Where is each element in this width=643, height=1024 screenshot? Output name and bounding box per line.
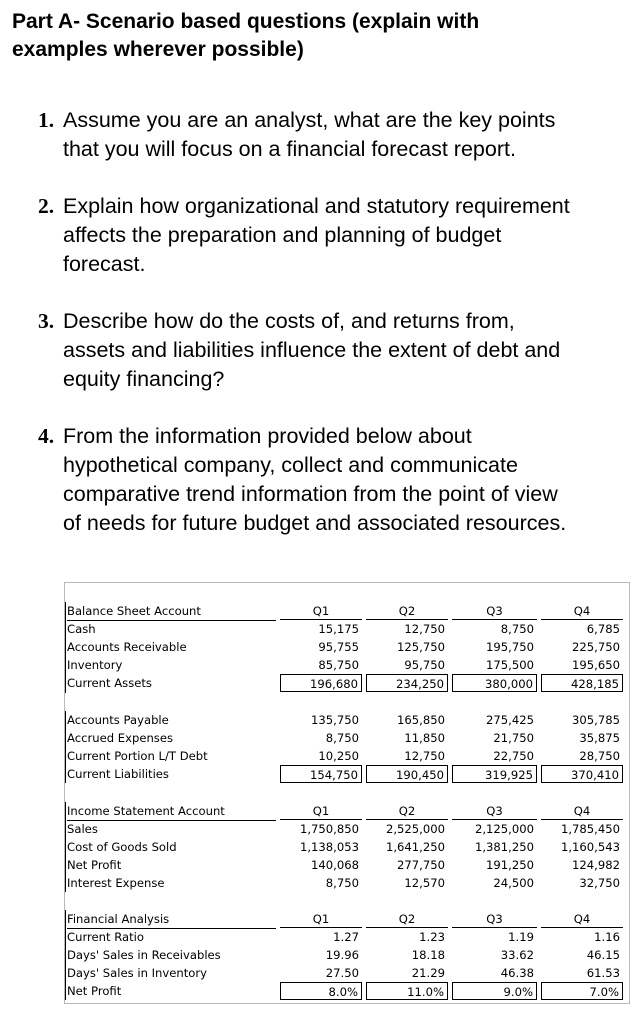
- question-number: 4.: [38, 424, 55, 448]
- question-line: equity financing?: [63, 367, 225, 391]
- question-number: 3.: [38, 309, 55, 333]
- table-row: [65, 856, 629, 874]
- table-header-cell: Q1: [280, 910, 362, 928]
- table-cell: 46.38: [500, 966, 534, 980]
- table-cell: 15,175: [318, 622, 359, 636]
- table-cell: 370,410: [541, 765, 623, 783]
- table-cell: 8.0%: [280, 982, 362, 1000]
- question-line: Explain how organizational and statutory requirement: [63, 194, 570, 218]
- table-cell: 1,160,543: [560, 840, 620, 854]
- table-cell: 1,641,250: [385, 840, 445, 854]
- table-grid-line: [65, 602, 66, 693]
- table-cell: 19.96: [325, 948, 359, 962]
- question-line: forecast.: [63, 252, 146, 276]
- question-line: hypothetical company, collect and communicate: [63, 453, 518, 477]
- table-cell: 10,250: [318, 749, 359, 763]
- question-4: [38, 422, 643, 538]
- table-cell: 319,925: [452, 765, 537, 783]
- table-cell: 46.15: [586, 948, 620, 962]
- question-line: assets and liabilities influence the extent of debt and: [63, 338, 561, 362]
- question-line: Assume you are an analyst, what are the key points: [63, 108, 556, 132]
- table-cell: 22,750: [493, 749, 534, 763]
- table-cell: 1,785,450: [560, 822, 620, 836]
- table-cell: 95,755: [318, 640, 359, 654]
- table-header-cell: Q3: [452, 910, 537, 928]
- table-cell: 21.29: [411, 966, 445, 980]
- question-line: affects the preparation and planning of budget: [63, 223, 502, 247]
- table-cell: 18.18: [411, 948, 445, 962]
- table-cell: 35,875: [579, 731, 620, 745]
- row-label: Days' Sales in Inventory: [67, 966, 207, 980]
- row-label: Accounts Payable: [67, 713, 169, 727]
- row-label: Net Profit: [67, 858, 122, 872]
- table-cell: 1,138,053: [299, 840, 359, 854]
- financial-analysis-header-row: [65, 910, 629, 928]
- question-line: that you will focus on a financial forecast report.: [63, 137, 516, 161]
- section-heading: [12, 8, 632, 64]
- table-header-label: Income Statement Account: [67, 802, 276, 821]
- table-cell: 33.62: [500, 948, 534, 962]
- table-cell: 1.19: [508, 930, 534, 944]
- table-cell: 225,750: [572, 640, 620, 654]
- table-cell: 9.0%: [452, 982, 537, 1000]
- table-row: [65, 964, 629, 982]
- table-grid-line: [65, 910, 66, 1000]
- table-row: [65, 928, 629, 946]
- row-label: Days' Sales in Receivables: [67, 948, 221, 962]
- table-cell: 1.27: [333, 930, 359, 944]
- table-row: [65, 729, 629, 747]
- table-header-cell: Q4: [541, 602, 623, 620]
- question-2: [38, 192, 643, 279]
- table-cell: 7.0%: [541, 982, 623, 1000]
- table-row: [65, 638, 629, 656]
- table-cell: 11,850: [404, 731, 445, 745]
- table-header-cell: Q2: [366, 602, 448, 620]
- table-cell: 21,750: [493, 731, 534, 745]
- table-cell: 165,850: [397, 713, 445, 727]
- question-number: 2.: [38, 194, 55, 218]
- table-cell: 12,750: [404, 749, 445, 763]
- question-1: [38, 106, 643, 164]
- table-cell: 85,750: [318, 658, 359, 672]
- table-cell: 2,125,000: [474, 822, 534, 836]
- table-grid-line: [65, 711, 66, 783]
- balance-sheet-header-row: [65, 602, 629, 620]
- table-cell: 140,068: [311, 858, 359, 872]
- table-cell: 1,750,850: [299, 822, 359, 836]
- row-label: Cost of Goods Sold: [67, 840, 177, 854]
- table-cell: 154,750: [280, 765, 362, 783]
- table-total-row: [65, 674, 629, 692]
- table-cell: 275,425: [486, 713, 534, 727]
- row-label: Net Profit: [67, 984, 122, 998]
- question-line: of needs for future budget and associated resources.: [63, 511, 567, 535]
- table-cell: 12,750: [404, 622, 445, 636]
- question-line: Describe how do the costs of, and returns from,: [63, 309, 515, 333]
- question-3: [38, 307, 643, 394]
- table-cell: 175,500: [486, 658, 534, 672]
- row-label: Sales: [67, 822, 98, 836]
- table-cell: 1.23: [419, 930, 445, 944]
- table-row: [65, 946, 629, 964]
- table-cell: 380,000: [452, 674, 537, 692]
- table-cell: 195,650: [572, 658, 620, 672]
- table-cell: 24,500: [493, 876, 534, 890]
- table-cell: 12,570: [404, 876, 445, 890]
- heading-line-2: examples wherever possible): [12, 38, 304, 61]
- income-statement-header-row: [65, 802, 629, 820]
- row-label: Inventory: [67, 658, 123, 672]
- table-cell: 32,750: [579, 876, 620, 890]
- question-line: comparative trend information from the point of view: [63, 482, 558, 506]
- table-header-cell: Q2: [366, 802, 448, 820]
- table-total-row: [65, 982, 629, 1000]
- row-label: Current Ratio: [67, 930, 144, 944]
- row-label: Current Assets: [67, 676, 152, 690]
- table-header-label: Balance Sheet Account: [67, 602, 276, 621]
- table-row: [65, 620, 629, 638]
- table-cell: 277,750: [397, 858, 445, 872]
- row-label: Accounts Receivable: [67, 640, 187, 654]
- table-cell: 135,750: [311, 713, 359, 727]
- question-number: 1.: [38, 108, 55, 132]
- table-cell: 95,750: [404, 658, 445, 672]
- table-cell: 191,250: [486, 858, 534, 872]
- table-header-cell: Q1: [280, 602, 362, 620]
- table-row: [65, 838, 629, 856]
- table-row: [65, 656, 629, 674]
- table-cell: 190,450: [366, 765, 448, 783]
- table-cell: 8,750: [325, 876, 359, 890]
- table-cell: 234,250: [366, 674, 448, 692]
- table-cell: 27.50: [325, 966, 359, 980]
- table-cell: 11.0%: [366, 982, 448, 1000]
- table-cell: 195,750: [486, 640, 534, 654]
- table-cell: 196,680: [280, 674, 362, 692]
- table-cell: 8,750: [500, 622, 534, 636]
- table-header-cell: Q3: [452, 602, 537, 620]
- table-header-cell: Q1: [280, 802, 362, 820]
- table-cell: 428,185: [541, 674, 623, 692]
- table-cell: 125,750: [397, 640, 445, 654]
- table-cell: 1,381,250: [474, 840, 534, 854]
- heading-line-1: Part A- Scenario based questions (explain with: [12, 10, 480, 33]
- table-header-label: Financial Analysis: [67, 910, 276, 929]
- table-cell: 1.16: [594, 930, 620, 944]
- row-label: Current Portion L/T Debt: [67, 749, 208, 763]
- table-grid-line: [65, 802, 66, 892]
- table-total-row: [65, 765, 629, 783]
- table-cell: 6,785: [586, 622, 620, 636]
- table-header-cell: Q2: [366, 910, 448, 928]
- table-cell: 305,785: [572, 713, 620, 727]
- table-row: [65, 820, 629, 838]
- table-cell: 124,982: [572, 858, 620, 872]
- table-header-cell: Q4: [541, 802, 623, 820]
- table-row: [65, 874, 629, 892]
- row-label: Interest Expense: [67, 876, 165, 890]
- table-row: [65, 747, 629, 765]
- table-cell: 28,750: [579, 749, 620, 763]
- row-label: Accrued Expenses: [67, 731, 174, 745]
- table-header-cell: Q3: [452, 802, 537, 820]
- table-header-cell: Q4: [541, 910, 623, 928]
- table-cell: 61.53: [586, 966, 620, 980]
- table-row: [65, 711, 629, 729]
- table-cell: 2,525,000: [385, 822, 445, 836]
- financial-data-table: [64, 582, 630, 1004]
- table-cell: 8,750: [325, 731, 359, 745]
- row-label: Current Liabilities: [67, 767, 169, 781]
- row-label: Cash: [67, 622, 96, 636]
- question-line: From the information provided below about: [63, 424, 472, 448]
